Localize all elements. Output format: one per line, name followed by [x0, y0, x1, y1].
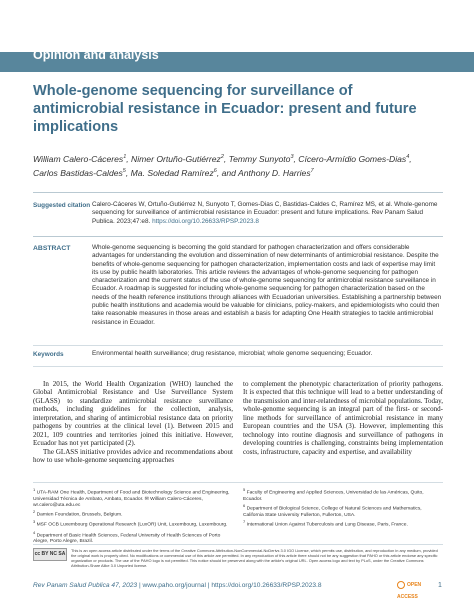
divider [33, 236, 443, 237]
body-paragraph: to complement the phenotypic characterization of priority pathogens. It is expected that this technique will lead to a better understanding of the transmission and inter-relatedness of microbial populations. Today, whole-genome sequencing is an integral part of the first- or second-line methods for surveillance of antimicrobial resistance in many European countries and the USA (3). However, implementing this technology into routine diagnosis and surveillance of pathogens in developing countries is challenging, constraints being implementation costs, infrastructure, capacity and expertise, and availability [243, 380, 443, 456]
body-paragraph: The GLASS initiative provides advice and recommendations about how to use whole-genome sequencing approaches [33, 447, 233, 465]
affiliation-item: $^3$ MSF OCB Luxembourg Operational Research (LuxOR) Unit, Luxembourg, Luxembourg. [33, 519, 228, 529]
suggested-citation-label: Suggested citation [33, 202, 91, 209]
author-name: Cícero-Armídio Gomes-Dias [298, 153, 407, 164]
body-column-left [33, 380, 233, 465]
affiliation-item: $^1$ UTA-RAM One Health, Department of Food and Biotechnology Science and Engineering, Universidad Técnica de Ambato, Ambato, Ecuador. ✉ William Calero-Cáceres, wr.calero@uta.edu.ec [33, 487, 230, 508]
open-access-badge: OPEN ACCESS [397, 582, 422, 600]
body-column-right [243, 380, 443, 456]
affiliation-item: $^6$ Department of Biological Science, College of Natural Sciences and Mathematics, California State University Fullerton, Fullerton, USA. [243, 503, 422, 518]
journal-website-link[interactable]: www.paho.org/journal [142, 582, 206, 589]
author-name: Temmy Sunyoto [228, 153, 291, 164]
author-name: Anthony D. Harries [238, 168, 311, 179]
author-list: William Calero-Cáceres$^1$, Nimer Ortuño-Gutiérrez$^2$, Temmy Sunyoto$^3$, Cícero-Armídio Gomes-Dias$^4$, Carlos Bastidas-Caldes$^5$, Ma. Soledad Ramírez$^6$, and Anthony D. Harries$^7$ [33, 153, 412, 179]
divider [33, 366, 443, 367]
section-label: Opinion and analysis [33, 48, 159, 62]
creative-commons-icon[interactable]: cc BY NC SA [33, 548, 67, 561]
divider [33, 345, 443, 346]
page-number: 1 [438, 582, 442, 589]
body-paragraph: In 2015, the World Health Organization (WHO) launched the Global Antimicrobial Resistance and Use Surveillance System (GLASS) to standardize antimicrobial resistance surveillance methods, including guidelines for the collection, analysis, interpretation, and sharing of antimicrobial resistance data on priority pathogens by countries at the clinical level (1). Between 2015 and 2021, 109 countries and territories joined this initiative. However, Ecuador has not yet participated (2). [33, 380, 233, 448]
footer-citation: Rev Panam Salud Publica 47, 2023 | www.paho.org/journal | https://doi.org/10.26633/RPSP.2023.8 [33, 582, 322, 589]
affiliation-item: $^2$ Damien Foundation, Brussels, Belgium. [33, 509, 123, 518]
author-name: Ma. Soledad Ramírez [130, 168, 214, 179]
keywords-text: Environmental health surveillance; drug resistance, microbial; whole genome sequencing; Ecuador. [92, 350, 373, 357]
open-access-icon [397, 581, 405, 589]
affiliations-left [33, 487, 233, 546]
affiliation-item: $^7$ International Union Against Tuberculosis and Lung Disease, Paris, France. [243, 519, 408, 529]
abstract-label: ABSTRACT [33, 245, 71, 252]
affiliation-item: $^5$ Faculty of Engineering and Applied Sciences, Universidad de las Américas, Quito, Ecuador. [243, 487, 424, 502]
footer-doi-link[interactable]: https://doi.org/10.26633/RPSP.2023.8 [211, 582, 322, 589]
header-banner [0, 0, 474, 72]
divider [33, 192, 443, 193]
author-name: Nimer Ortuño-Gutiérrez [131, 153, 221, 164]
footnote-divider [33, 482, 443, 483]
keywords-label: Keywords [33, 351, 64, 358]
citation-doi-link[interactable]: https://doi.org/10.26633/RPSP.2023.8 [152, 217, 259, 225]
author-name: William Calero-Cáceres [33, 153, 124, 164]
license-text: This is an open access article distributed under the terms of the Creative Commons Attribution-NonCommercial-NoDerivs 3.0 IGO License, which permits use, distribution, and reproduction in any medium, provided the original work is properly cited. No modifications or commercial use of this article are permitted. In any reproduction of this article there should not be any suggestion that PAHO or this article endorse any specific organization or products. The use of the PAHO logo is not permitted. This notice should be preserved along with the article's original URL. Open access logo and text by PLoS, under the Creative Commons Attribution-Share Alike 3.0 Unported license. [71, 548, 438, 568]
article-title: Whole-genome sequencing for surveillance of antimicrobial resistance in Ecuador: present and future implications [33, 83, 417, 135]
suggested-citation-text: Calero-Cáceres W, Ortuño-Gutiérrez N, Sunyoto T, Gomes-Dias C, Bastidas-Caldes C, Ramírez MS, et al. Whole-genome sequencing for surveillance of antimicrobial resistance in Ecuador: present and future implications. Rev Panam Salud Publica. 2023;47:e8. https://doi.org/10.26633/RPSP.2023.8 [92, 201, 438, 225]
abstract-text: Whole-genome sequencing is becoming the gold standard for pathogen characterization and offers considerable advantages for understanding the evolution and dissemination of new determinants of antimicrobial resistance. Despite the benefits of whole-genome sequencing for pathogen characterization, implementation costs and lack of expertise may limit its use by public health laboratories. This article reviews the advantages of whole-genome sequencing for pathogen characterization and the current status of the use of whole-genome sequencing for antimicrobial resistance surveillance in Ecuador. A roadmap is suggested for including whole-genome sequencing for pathogen characterization based on the needs of the health reference institutions through alliances with Ecuadorian universities. Establishing a partnership between public health institutions and academia would be valuable for clinicians, policy-makers, and epidemiologists who could then take reasonable measures in those areas and establish a basis for adapting One Health strategies to tackle antimicrobial resistance in Ecuador. [92, 244, 442, 326]
affiliation-item: $^4$ Department of Basic Health Sciences, Federal University of Health Sciences of Porto Alegre, Porto Alegre, Brazil. [33, 529, 221, 545]
author-name: Carlos Bastidas-Caldes [33, 168, 123, 179]
affiliations-right [243, 487, 443, 530]
license-divider [33, 544, 443, 545]
